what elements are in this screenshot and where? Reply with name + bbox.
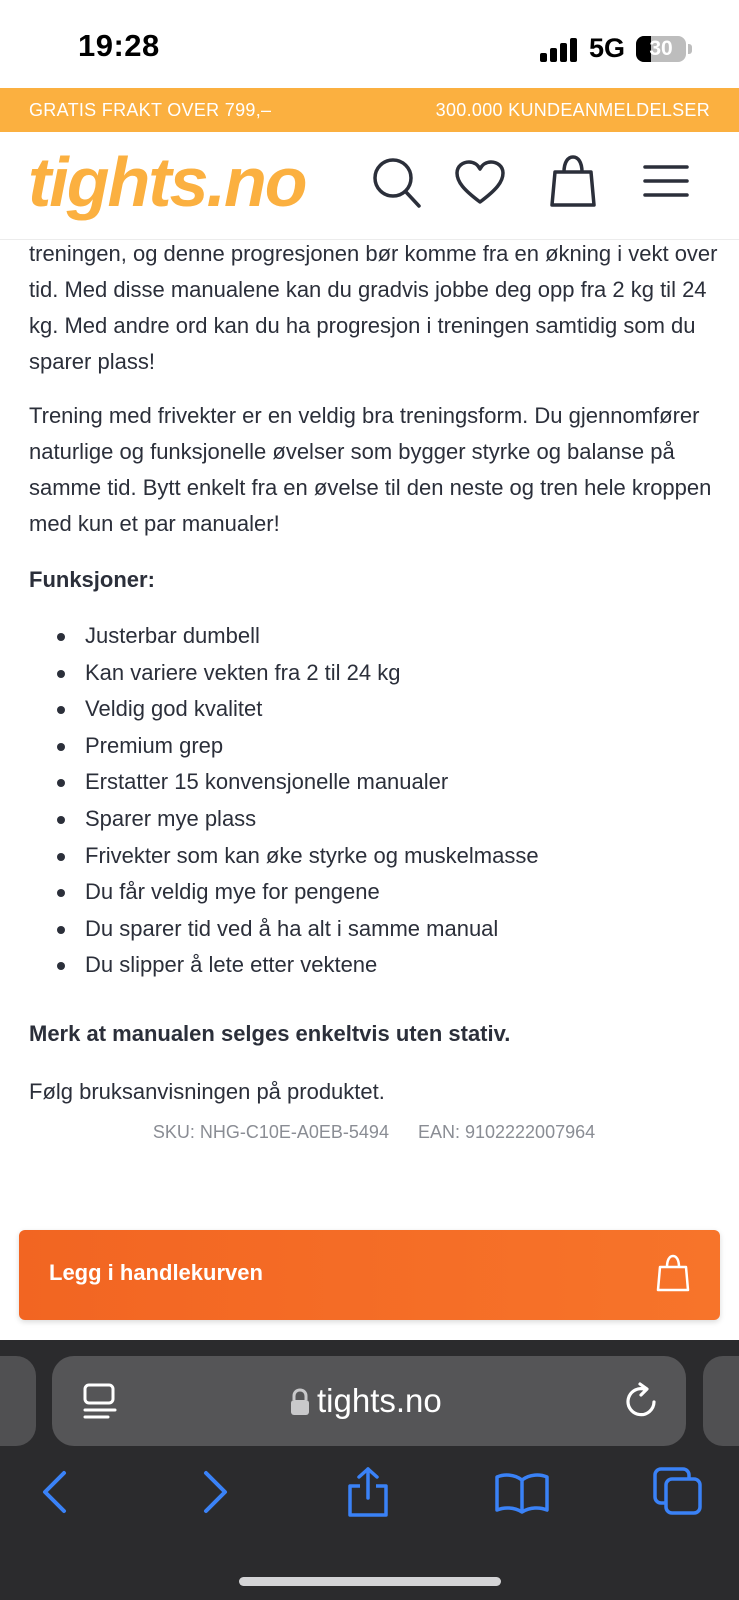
features-list [29,618,719,984]
add-to-cart-button[interactable] [19,1230,720,1320]
next-tab-peek[interactable] [703,1356,739,1446]
heart-icon[interactable] [454,160,506,206]
tabs-icon[interactable] [652,1466,704,1516]
bookmarks-icon[interactable] [494,1472,550,1514]
battery-tip [688,44,692,54]
site-header [0,132,739,240]
site-logo[interactable]: tights.no [28,143,306,221]
description-paragraph-2: Trening med frivekter er en veldig bra treningsform. Du gjennomfører naturlige og funksjonelle øvelser som bygger styrke og balanse på samme tid. Bytt enkelt fra en øvelse til den neste og tren hele kroppen med kun et par manualer! [29,403,712,536]
share-icon[interactable] [346,1466,390,1518]
list-item: Veldig god kvalitet [29,691,719,728]
promo-reviews[interactable]: 300.000 KUNDEANMELDELSER [435,100,710,120]
ean-label: EAN: 9102222007964 [417,1121,596,1142]
forward-icon[interactable] [200,1470,230,1514]
network-label: 5G [589,33,626,63]
list-item: Du sparer tid ved å ha alt i samme manual [29,911,719,948]
promo-bar [0,88,739,132]
sku-label: SKU: NHG-C10E-A0EB-5494 [152,1121,389,1142]
list-item: Erstatter 15 konvensjonelle manualer [29,764,719,801]
list-item: Premium grep [29,728,719,765]
list-item: Sparer mye plass [29,801,719,838]
back-icon[interactable] [40,1470,70,1514]
signal-icon [540,38,578,62]
reader-icon[interactable] [82,1382,118,1420]
status-time: 19:28 [78,28,160,63]
status-bar [0,0,739,88]
list-item: Du får veldig mye for pengene [29,874,719,911]
search-icon[interactable] [372,156,422,210]
bag-icon[interactable] [549,154,597,208]
description-paragraph-1: treningen, og denne progresjonen bør komme fra en økning i vekt over tid. Med disse manualene kan du gradvis jobbe deg opp fra 2 kg til 24 kg. Med andre ord kan du ha progresjon i treningen samtidig som du sparer plass! [29,241,718,374]
list-item: Justerbar dumbell [29,618,719,655]
previous-tab-peek[interactable] [0,1356,36,1446]
url-text: tights.no [317,1382,442,1419]
browser-chrome [0,1340,739,1600]
cart-bag-icon [656,1254,690,1292]
menu-icon[interactable] [643,164,689,198]
list-item: Du slipper å lete etter vektene [29,947,719,984]
add-to-cart-label: Legg i handlekurven [49,1260,263,1285]
reload-icon[interactable] [624,1382,660,1420]
promo-free-shipping: GRATIS FRAKT OVER 799,– [29,100,272,120]
battery-level: 30 [649,37,673,60]
address-bar[interactable] [52,1356,686,1446]
battery-icon [636,36,686,62]
list-item: Kan variere vekten fra 2 til 24 kg [29,655,719,692]
lock-icon [290,1388,310,1416]
list-item: Frivekter som kan øke styrke og muskelmasse [29,838,719,875]
product-meta [29,1122,719,1143]
features-heading: Funksjoner: [29,567,155,592]
sold-individually-note: Merk at manualen selges enkeltvis uten stativ. [29,1020,511,1046]
usage-note: Følg bruksanvisningen på produktet. [29,1078,385,1104]
home-indicator[interactable] [239,1577,501,1586]
product-description [29,240,719,1143]
